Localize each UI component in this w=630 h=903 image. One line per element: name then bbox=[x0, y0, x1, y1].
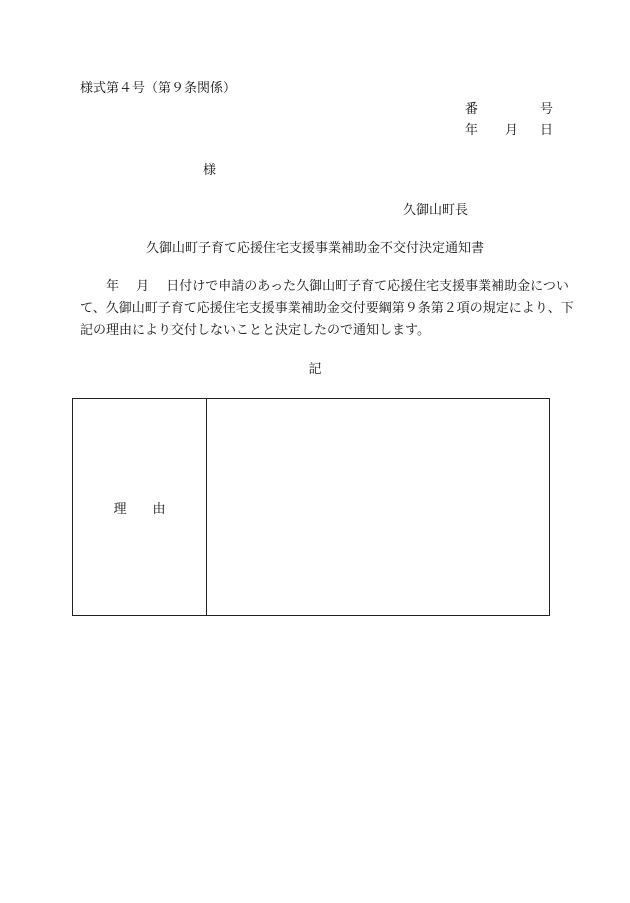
document-number-label: 番 bbox=[465, 102, 479, 117]
body-text-line: 年 月 日付けで申請のあった久御山町子育て応援住宅支援事業補助金につい bbox=[80, 279, 569, 294]
date-month-label: 月 bbox=[505, 123, 519, 138]
reason-label: 理 由 bbox=[113, 501, 166, 517]
reason-table bbox=[72, 398, 550, 616]
date-year-label: 年 bbox=[465, 123, 479, 138]
reason-value-cell bbox=[207, 399, 549, 615]
reason-label-cell bbox=[73, 399, 207, 615]
ki-heading: 記 bbox=[308, 362, 322, 377]
recipient-honorific: 様 bbox=[203, 163, 217, 178]
document-number-suffix: 号 bbox=[540, 102, 554, 117]
body-text-line: て、久御山町子育て応援住宅支援事業補助金交付要綱第９条第２項の規定により、下 bbox=[80, 301, 574, 316]
sender-title: 久御山町長 bbox=[403, 203, 469, 218]
body-text-line: 記の理由により交付しないことと決定したので通知します。 bbox=[80, 323, 430, 338]
date-day-label: 日 bbox=[540, 123, 554, 138]
form-number: 様式第４号（第９条関係） bbox=[80, 81, 237, 96]
document-title: 久御山町子育て応援住宅支援事業補助金不交付決定通知書 bbox=[145, 241, 484, 256]
